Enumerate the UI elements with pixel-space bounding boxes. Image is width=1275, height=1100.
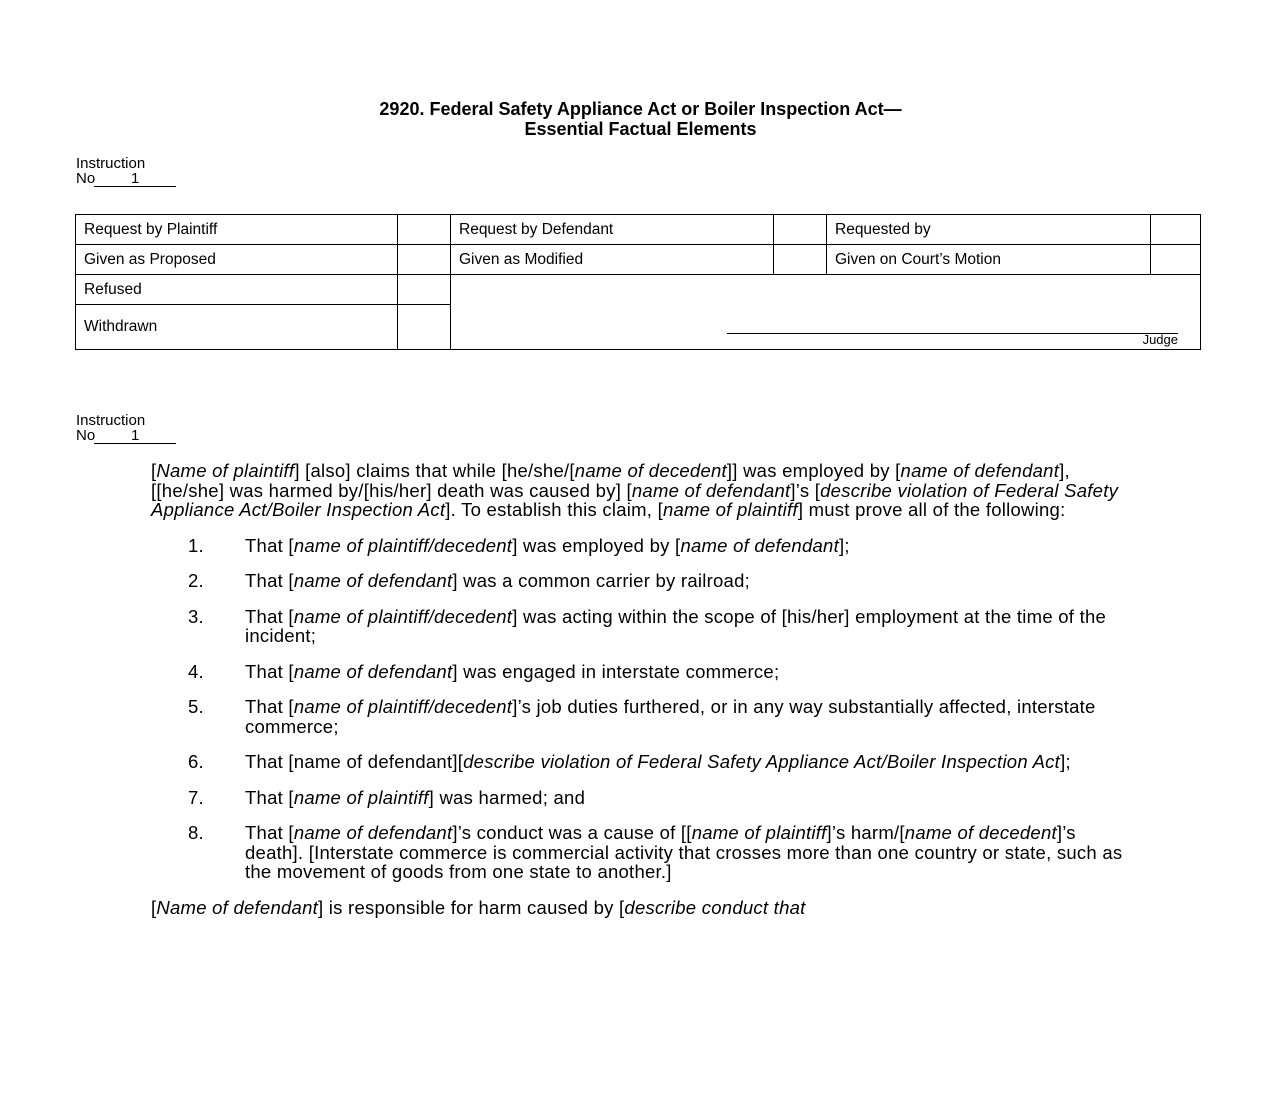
list-item: 7. That [name of plaintiff] was harmed; and — [188, 786, 586, 808]
instruction-number: 1 — [94, 429, 176, 444]
instruction-number-block — [76, 156, 206, 187]
list-item: 2. That [name of defendant] was a common carrier by railroad; — [188, 570, 751, 591]
refused-label: Refused — [76, 275, 398, 305]
title-line-2: Essential Factual Elements — [524, 119, 757, 139]
list-item: 1. That [name of plaintiff/decedent] was employed by [name of defendant]; — [188, 534, 850, 556]
request-by-defendant-box[interactable] — [774, 215, 827, 245]
request-by-plaintiff-label: Request by Plaintiff — [76, 215, 398, 245]
refused-box[interactable] — [398, 275, 451, 305]
judge-label: Judge — [1142, 332, 1178, 347]
instruction-label: Instruction — [76, 155, 146, 172]
requested-by-label: Requested by — [827, 215, 1151, 245]
given-as-modified-label: Given as Modified — [451, 245, 774, 275]
given-as-proposed-box[interactable] — [398, 245, 451, 275]
instruction-number: 1 — [94, 172, 176, 187]
title-line-1: 2920. Federal Safety Appliance Act or Boiler Inspection Act— — [379, 99, 902, 119]
list-item: 8. That [name of defendant]’s conduct was a cause of [[name of plaintiff]’s harm/[name of decedent]’s death]. [Interstate commerce is commercial activity that crosses more than one country or state, such as the movement of goods from one state to another.] — [188, 822, 1123, 882]
withdrawn-label: Withdrawn — [76, 305, 398, 350]
list-item: 3. That [name of plaintiff/decedent] was acting within the scope of [his/her] employment at the time of the incident; — [188, 605, 1107, 646]
judge-signature-area — [451, 275, 1201, 350]
list-item: 4. That [name of defendant] was engaged in interstate commerce; — [188, 660, 780, 682]
request-table — [75, 214, 1201, 350]
given-on-courts-motion-label: Given on Court’s Motion — [827, 245, 1151, 275]
request-by-plaintiff-box[interactable] — [398, 215, 451, 245]
page-title — [0, 99, 1275, 139]
withdrawn-box[interactable] — [398, 305, 451, 350]
instruction-body — [151, 461, 1126, 917]
requested-by-box[interactable] — [1151, 215, 1201, 245]
request-by-defendant-label: Request by Defendant — [451, 215, 774, 245]
elements-list — [151, 536, 1126, 882]
given-on-courts-motion-box[interactable] — [1151, 245, 1201, 275]
instruction-label: Instruction — [76, 412, 146, 429]
no-label: No — [76, 427, 96, 444]
list-item: 5. That [name of plaintiff/decedent]’s job duties furthered, or in any way substantially affected, interstate commerce; — [188, 696, 1096, 737]
given-as-modified-box[interactable] — [774, 245, 827, 275]
no-label: No — [76, 170, 96, 187]
given-as-proposed-label: Given as Proposed — [76, 245, 398, 275]
judge-signature-line[interactable] — [727, 333, 1178, 334]
closing-paragraph: [Name of defendant] is responsible for harm caused by [describe conduct that — [151, 896, 806, 918]
intro-paragraph: [Name of plaintiff] [also] claims that while [he/she/[name of decedent]] was employed by [name of defendant], [[he/she] was harmed by/[his/her] death was caused by] [name of defendant]’s [describe violation of Federal Safety Appliance Act/Boiler Inspection Act]. To establish this claim, [name of plaintiff] must prove all of the following: — [151, 460, 1119, 520]
instruction-number-block-2 — [76, 413, 206, 444]
list-item: 6. That [name of defendant][describe violation of Federal Safety Appliance Act/Boiler Inspection Act]; — [188, 751, 1071, 772]
